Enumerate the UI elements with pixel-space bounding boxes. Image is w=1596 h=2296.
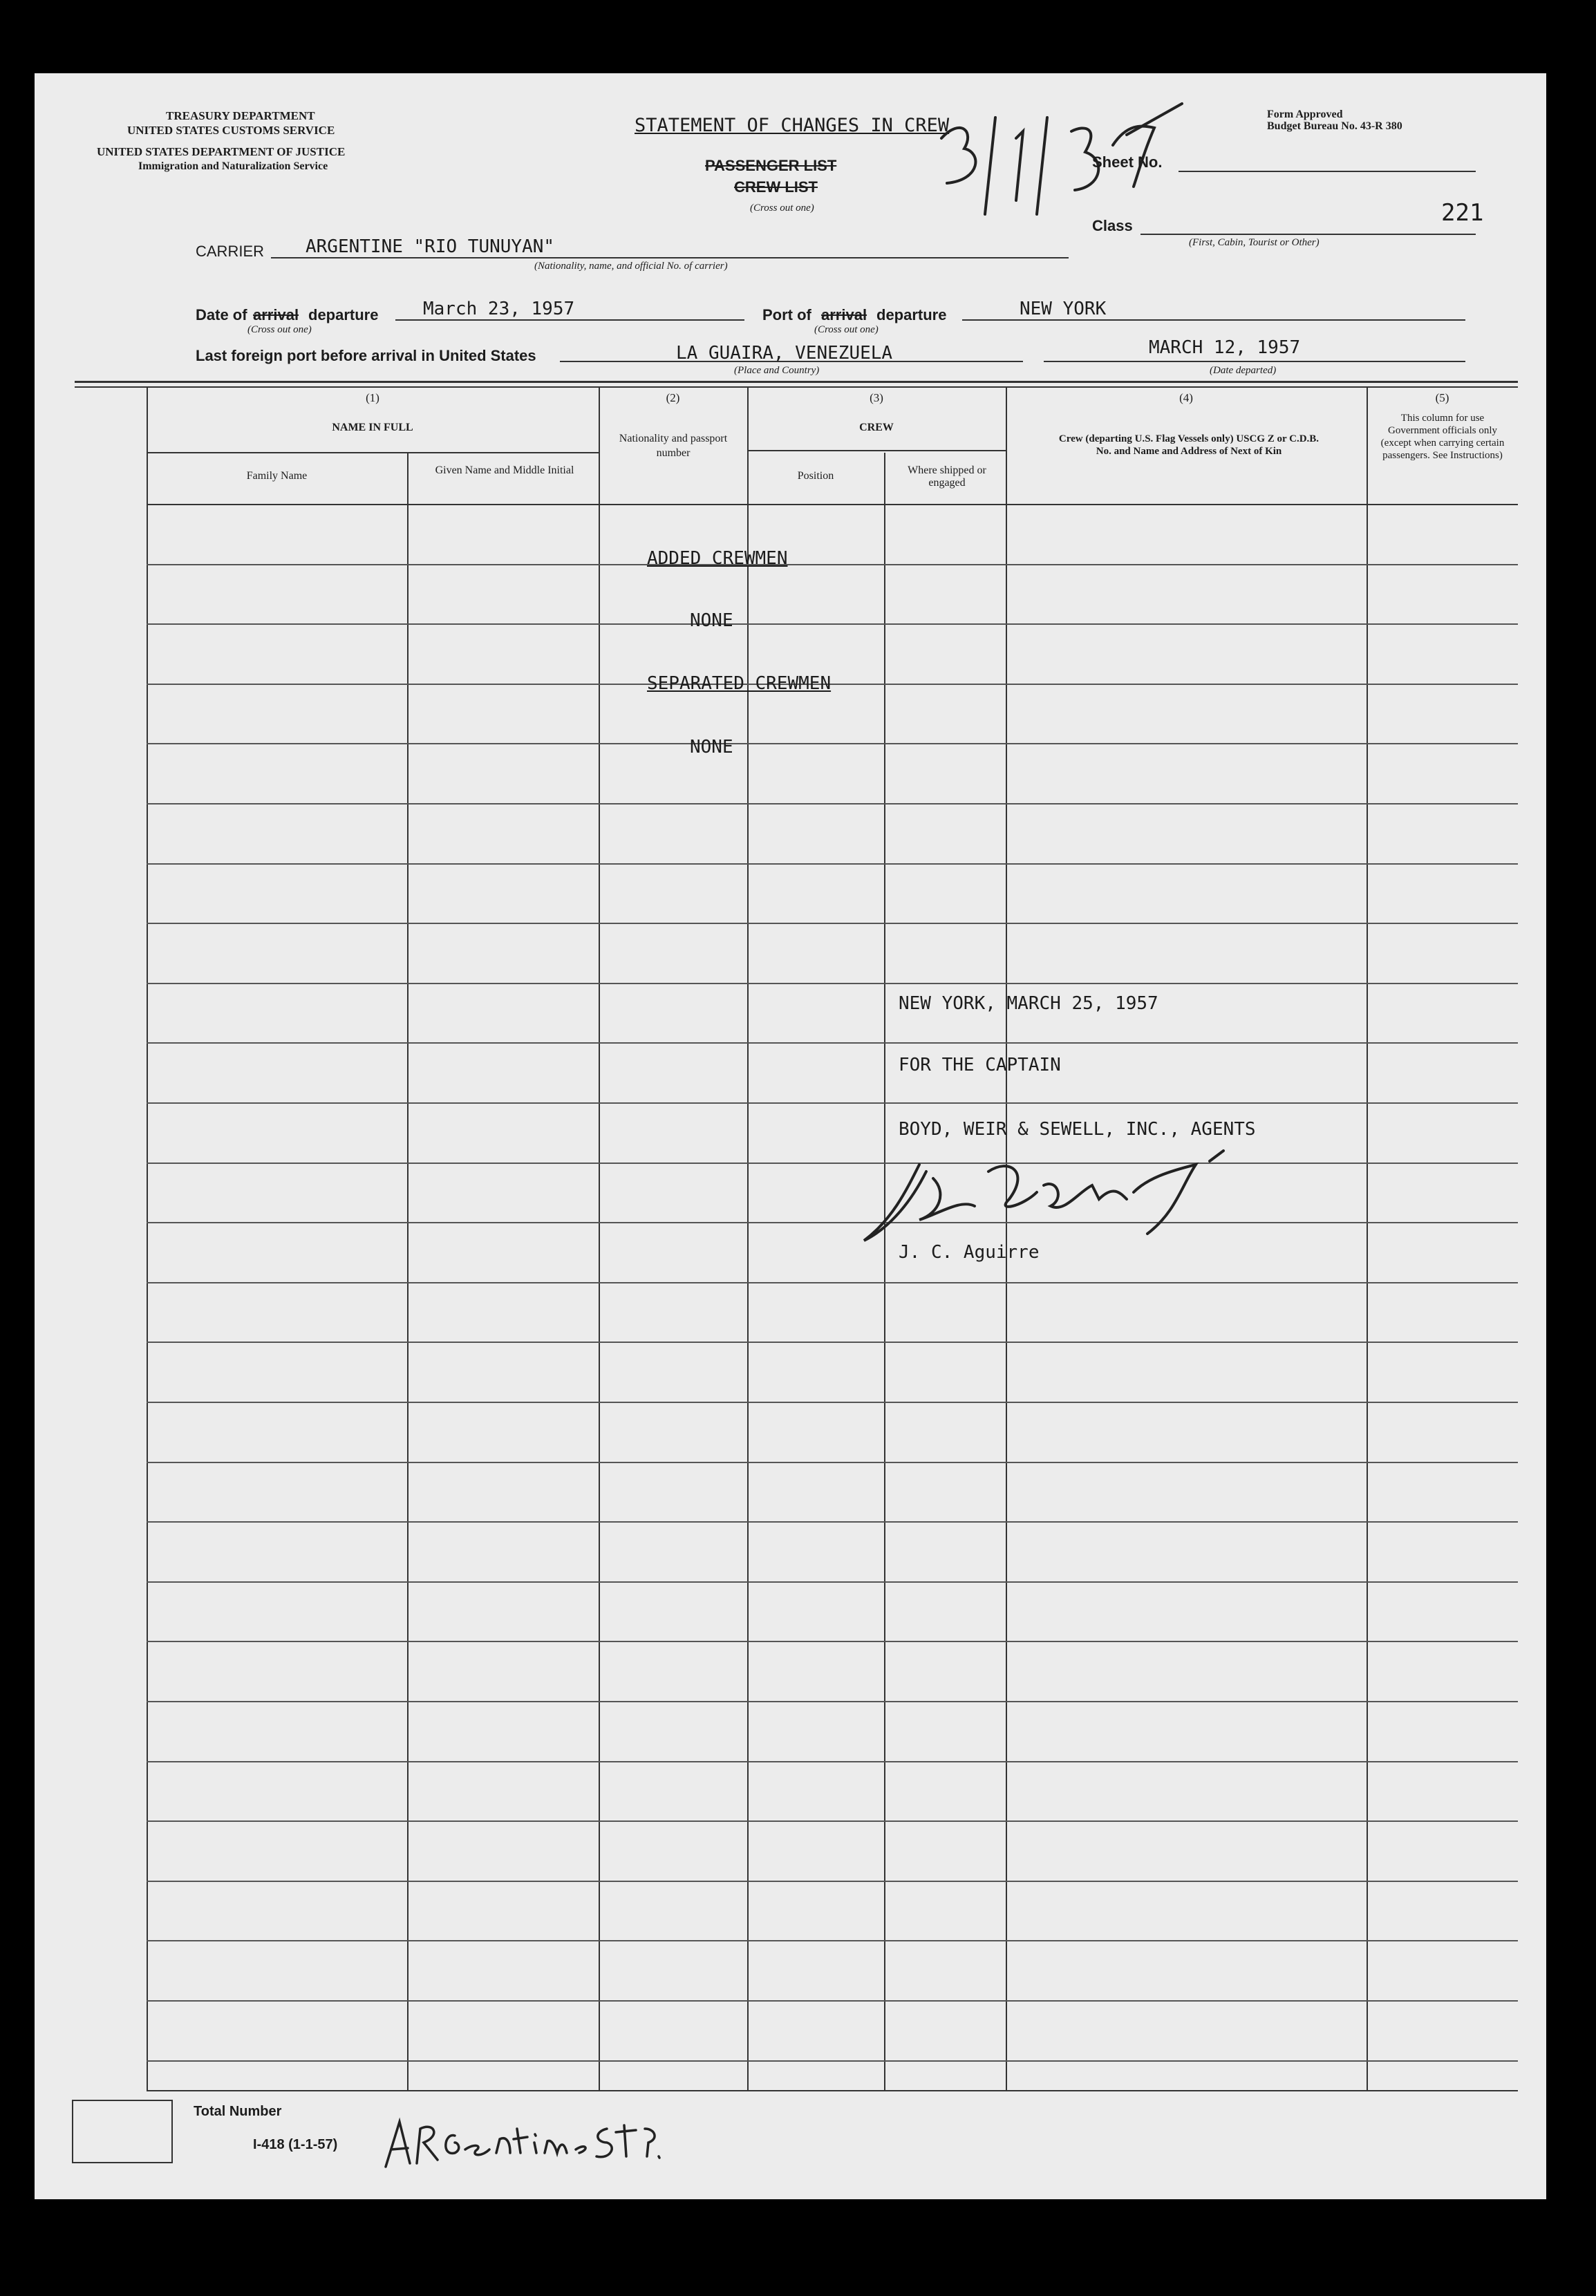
agency-justice: UNITED STATES DEPARTMENT OF JUSTICE [97, 145, 346, 158]
table-row-line [147, 1402, 1518, 1403]
col5-title: This column for use Government officials only (except when carrying certain passengers. See Instructions) [1380, 413, 1505, 461]
table-bottom-rule [147, 2090, 1518, 2091]
col5-number: (5) [1435, 391, 1449, 404]
col-border-3b [884, 453, 885, 2091]
table-row-line [147, 684, 1518, 685]
departed-value: MARCH 12, 1957 [1149, 337, 1301, 358]
port-cross-out-note: (Cross out one) [814, 324, 879, 335]
last-port-hint: (Place and Country) [734, 365, 820, 376]
table-row-line [147, 1102, 1518, 1104]
col2-number: (2) [666, 391, 680, 404]
handwritten-note [379, 2101, 662, 2177]
sheet-no-label: Sheet No. [1092, 153, 1163, 171]
agency-customs: UNITED STATES CUSTOMS SERVICE [127, 124, 335, 137]
col3-number: (3) [870, 391, 883, 404]
port-value: NEW YORK [1020, 299, 1107, 319]
table-top-rule [75, 381, 1518, 383]
approval-line-2: Budget Bureau No. 43-R 380 [1267, 120, 1402, 132]
last-port-label: Last foreign port before arrival in United States [196, 347, 536, 364]
carrier-value: ARGENTINE "RIO TUNUYAN" [306, 236, 555, 257]
col1b-title: Given Name and Middle Initial [435, 464, 574, 476]
sheet-no-line [1179, 171, 1476, 172]
table-top-rule-2 [75, 386, 1518, 388]
place-date-line: NEW YORK, MARCH 25, 1957 [899, 993, 1158, 1014]
signature [850, 1144, 1237, 1254]
separated-none: NONE [690, 737, 733, 758]
signer-name: J. C. Aguirre [899, 1242, 1040, 1263]
table-row-line [147, 1820, 1518, 1822]
table-row-line [147, 1462, 1518, 1463]
total-number-label: Total Number [194, 2104, 282, 2119]
class-hint: (First, Cabin, Tourist or Other) [1189, 237, 1320, 248]
carrier-line [271, 257, 1069, 258]
alt-title-crew-list: CREW LIST [734, 178, 818, 196]
col3-title: CREW [859, 422, 894, 433]
form-number: I-418 (1-1-57) [253, 2137, 338, 2152]
separated-crewmen-heading: SEPARATED CREWMEN [647, 673, 832, 694]
port-struck-arrival: arrival [821, 306, 867, 323]
table-row-line [147, 1940, 1518, 1941]
name-subheader-line [147, 452, 599, 453]
table-row-line [147, 1581, 1518, 1583]
added-crewmen-heading: ADDED CREWMEN [647, 548, 788, 569]
departed-line [1044, 361, 1465, 362]
for-captain-line: FOR THE CAPTAIN [899, 1055, 1061, 1075]
table-row-line [147, 2060, 1518, 2062]
table-row-line [147, 923, 1518, 924]
col-border-left [147, 386, 148, 2091]
col1a-title: Family Name [246, 470, 308, 482]
col-border-3 [747, 386, 749, 2091]
col-border-1b [407, 453, 409, 2091]
last-port-value: LA GUAIRA, VENEZUELA [676, 343, 893, 364]
date-of-label: Date of [196, 306, 247, 323]
title-cross-out-note: (Cross out one) [750, 203, 814, 214]
table-row-line [147, 1042, 1518, 1044]
carrier-label: CARRIER [196, 243, 265, 260]
crew-subheader-line [747, 450, 1006, 451]
table-row-line [147, 1222, 1518, 1223]
col-border-5 [1367, 386, 1368, 2091]
col3a-title: Position [797, 470, 834, 482]
class-line [1140, 234, 1476, 235]
date-departure-label: departure [308, 306, 379, 323]
table-row-line [147, 803, 1518, 804]
agency-ins: Immigration and Naturalization Service [138, 160, 328, 172]
form-title: STATEMENT OF CHANGES IN CREW [635, 115, 950, 136]
class-label: Class [1092, 217, 1133, 234]
carrier-hint: (Nationality, name, and official No. of carrier) [534, 261, 728, 272]
agents-line: BOYD, WEIR & SEWELL, INC., AGENTS [899, 1119, 1256, 1140]
approval-line-1: Form Approved [1267, 109, 1343, 120]
col1-title: NAME IN FULL [332, 422, 413, 433]
date-value: March 23, 1957 [423, 299, 575, 319]
date-struck-arrival: arrival [253, 306, 299, 323]
date-line [395, 319, 744, 321]
port-line [962, 319, 1465, 321]
table-row-line [147, 743, 1518, 744]
col1-number: (1) [366, 391, 379, 404]
total-number-box [72, 2100, 173, 2163]
table-row-line [147, 2000, 1518, 2002]
alt-title-passenger-list: PASSENGER LIST [705, 157, 837, 174]
col4-number: (4) [1179, 391, 1193, 404]
date-cross-out-note: (Cross out one) [247, 324, 312, 335]
agency-treasury: TREASURY DEPARTMENT [166, 109, 315, 122]
table-row-line [147, 1641, 1518, 1642]
departed-hint: (Date departed) [1210, 365, 1277, 376]
table-row-line [147, 1881, 1518, 1882]
col3b-title: Where shipped or engaged [908, 464, 986, 489]
class-value: 221 [1441, 199, 1484, 227]
table-row-line [147, 1342, 1518, 1343]
table-row-line [147, 1282, 1518, 1283]
col2-title: Nationality and passport number [619, 433, 728, 459]
table-row-line [147, 983, 1518, 984]
port-of-label: Port of [762, 306, 811, 323]
table-row-line [147, 863, 1518, 865]
table-row-line [147, 1521, 1518, 1523]
table-row-line [147, 1761, 1518, 1762]
port-departure-label: departure [876, 306, 947, 323]
col-border-2 [599, 386, 600, 2091]
table-row-line [147, 1163, 1518, 1164]
col4-title: Crew (departing U.S. Flag Vessels only) USCG Z or C.D.B. No. and Name and Address of Next of Kin [1058, 433, 1320, 457]
table-row-line [147, 623, 1518, 625]
table-header-bottom [147, 504, 1518, 505]
added-none: NONE [690, 610, 733, 631]
table-row-line [147, 1701, 1518, 1702]
table-row-line [147, 564, 1518, 565]
